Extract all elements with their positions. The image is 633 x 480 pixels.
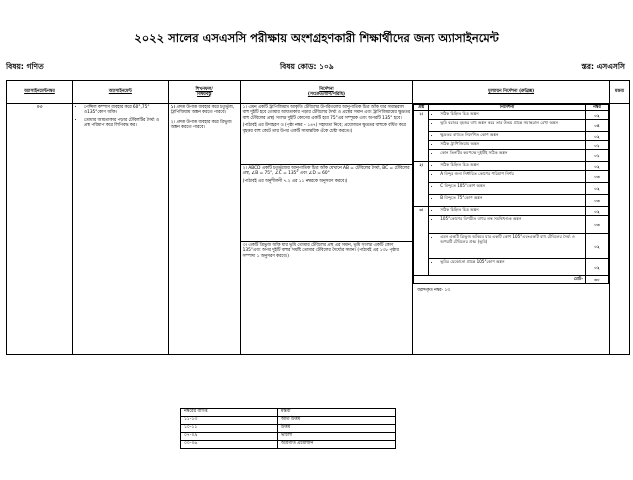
instruction-text: ২। ABCD একটি চতুর্ভুজের আনুপাতিক চিত্র আঁক যেখানে AB = টেবিলের দৈর্ঘ্য, BC = টেবিলের প্রস্থ, ∠B = 75°, ∠C = 135° এবং ∠D = 60°	[242, 166, 410, 177]
table-row	[181, 425, 396, 433]
grade-col-range: নম্বরের ব্যাপ্তি	[181, 409, 278, 417]
rubric-marks: ০১	[585, 141, 608, 150]
col-rubric: মূল্যায়ন নির্দেশনা (রুব্রিক্স)	[413, 81, 610, 104]
rubric-marks: ০৩	[585, 195, 608, 207]
col-remarks: মন্তব্য	[609, 81, 629, 104]
grade-col-remark: মন্তব্য	[278, 409, 396, 417]
rubric-marks: ০৩	[585, 171, 608, 183]
assignment-item: • পেন্সিল কম্পাস ব্যবহার করে 60°,75° ও135°কোণ আঁক।	[84, 105, 166, 116]
grade-range: ১০-১১	[181, 425, 278, 433]
rubric-item: • সঠিক চিহ্নিত চিত্র অঙ্কন	[429, 207, 586, 216]
rubric-col-marks: নম্বর	[585, 105, 608, 111]
rubric-item: • 105°কোণের বিপরীত বাহুর লম্ব সমদ্বিখণ্ডক অঙ্কন	[429, 216, 586, 234]
instruction-note: (পাঠ্যবই এর অনুশীলনী ৭.২ এর ১১ নম্বরকে অনুসরণ করবে।)	[242, 178, 348, 184]
subject-code-label: বিষয় কোড: ১০৯	[280, 62, 334, 71]
assignment-number: ০৩	[7, 104, 73, 355]
rubric-marks: ০২	[585, 111, 608, 120]
outcome-2: ২। প্রদত্ত উপাত্ত ব্যবহার করে ত্রিভুজ অঙ্কন করতে পারবে।	[170, 119, 232, 131]
outcome-cell	[168, 104, 240, 355]
rubric-group-no: ২।	[414, 162, 429, 207]
rubric-marks: ০২	[585, 207, 608, 216]
instruction-3-cell	[240, 242, 413, 355]
instruction-text: ৩। একটি ত্রিভুজ আঁক যার ভূমি তোমার টেবিলের প্রস্থ এর সমান, ভূমি সংলগ্ন একটি কোণ 135°এবং অপর দুইটি বাহুর সমষ্টি তোমার টেবিলের দৈর্ঘ্যের সমান। (পাঠ্যবই এর ১৩৮ পৃষ্ঠার সম্পাদ্য ১ অনুসরণ করবে।)	[242, 243, 399, 259]
rubric-item: • কোন তিনটির কমপক্ষে দুইটিই সঠিক অঙ্কন	[429, 150, 586, 162]
instruction-text: ১। এমন একটি ট্রাপিজিয়াম আকৃতি টেবিলের উপরিতলের আনুপাতিক চিত্র আঁক যার সমান্তরাল বাহু দুইটি হবে তোমার আয়তাকার পড়ার টেবিলের দৈর্ঘ্য ও প্রস্থের সমান এবং ট্রাপিজিয়ামের ক্ষুদ্রতর বাহু টেবিলের প্রস্থ) সংলগ্ন দুইটি কোণের একটি হবে 75°এর সম্পূরক এবং অপরটি 135° হবে।	[242, 105, 411, 121]
assignment-table	[6, 80, 630, 355]
remarks-cell	[609, 104, 629, 355]
rubric-total-value: ৩০	[585, 276, 608, 284]
col-outcome: শিখনফল/ বিষয়বস্তু	[168, 81, 240, 104]
page-title: ২০২২ সালের এসএসসি পরীক্ষায় অংশগ্রহণকারী শিক্ষার্থীদের জন্য অ্যাসাইনমেন্ট	[134, 31, 499, 45]
rubric-group-no: ১।	[414, 111, 429, 162]
rubric-item: • সঠিক ট্রাপিজিয়াম অঙ্কন	[429, 141, 586, 150]
table-header-row	[7, 81, 630, 104]
rubric-col-guideline: নির্দেশনা	[429, 105, 586, 111]
rubric-marks: ০২	[585, 234, 608, 259]
allotted-marks: বরাদ্দকৃত নম্বর- ১৩	[417, 288, 451, 294]
rubric-item: • ভূমি বরাবর বৃহত্তর বাহু অঙ্কন করে তার উভয় প্রান্তে সমান্তরাল রেখা অঙ্কন	[429, 120, 586, 132]
rubric-item: • ভূমির যেকোনো প্রান্তে 105°কোণ অঙ্কন	[429, 259, 586, 276]
instruction-1-cell	[240, 104, 413, 165]
assignment-item: • তোমার আয়তাকার পড়ার টেবিলটির দৈর্ঘ্য ও প্রস্থ পরিমাপ করে লিপিবদ্ধ কর।	[84, 118, 166, 129]
col-instructions: নির্দেশনা (সংকেত/ধাপ/পরিধি)	[240, 81, 413, 104]
level-label: স্তর: এসএসসি	[581, 62, 625, 71]
rubric-marks: ০২	[585, 259, 608, 276]
grade-range: ০০-০৬	[181, 441, 278, 449]
rubric-cell	[413, 104, 610, 355]
col-assignment-no: অ্যাসাইনমেন্টনম্বর	[7, 81, 73, 104]
rubric-item: • সঠিক চিহ্নিত চিত্র অঙ্কন	[429, 111, 586, 120]
assignment-cell	[72, 104, 168, 355]
table-row	[181, 433, 396, 441]
subject-label: বিষয়: গণিত	[6, 62, 44, 71]
rubric-marks: ০২	[585, 132, 608, 141]
rubric-item: • A বিন্দুর জন্য নির্ধারিত কোণের পরিমাপ নির্ণয়	[429, 171, 586, 183]
rubric-item: • ক্ষুদ্রতর বাহুতে নির্দেশিত কোণ অঙ্কন	[429, 132, 586, 141]
instruction-2-cell	[240, 165, 413, 242]
grade-remark: ভালো	[278, 433, 396, 441]
rubric-total-label: মোট-	[414, 276, 586, 284]
table-row	[181, 441, 396, 449]
rubric-group-no: ৩।	[414, 207, 429, 276]
rubric-item: • C বিন্দুতে 105°কোণ অঙ্কন	[429, 183, 586, 195]
grade-remark: উত্তম	[278, 425, 396, 433]
rubric-marks: ০৪	[585, 120, 608, 132]
col-assignment: অ্যাসাইনমেন্ট	[72, 81, 168, 104]
rubric-marks: ০২	[585, 183, 608, 195]
rubric-marks: ০১	[585, 150, 608, 162]
rubric-marks: ০২	[585, 162, 608, 171]
grade-range: ০৭-০৯	[181, 433, 278, 441]
table-row	[181, 417, 396, 425]
table-row	[7, 104, 630, 165]
rubric-table	[413, 104, 609, 284]
grade-remark: অতি উত্তম	[278, 417, 396, 425]
grade-remark: অগ্রগতি প্রয়োজন	[278, 441, 396, 449]
instruction-note: (পাঠ্যবই এর উদাহরণ ও (পৃষ্ঠা নম্বর – ১৪৭) সহায়তা নিবে; প্রয়োজনে ক্ষুদ্রতর বাহুকে বর্ধিত করে বৃহত্তর বাহু কেটে তার উপর একটি সামান্তরিক এঁকে চেষ্টা করতে।)	[242, 123, 406, 134]
rubric-item: • সঠিক চিহ্নিত চিত্র অঙ্কন	[429, 162, 586, 171]
grade-range: ১১-১৩	[181, 417, 278, 425]
rubric-marks: ০৩	[585, 216, 608, 234]
rubric-col-no: প্রশ্ন	[414, 105, 429, 111]
outcome-1: ১। প্রদত্ত উপাত্ত ব্যবহার করে চতুর্ভুজ, ট্রাপিজিয়াম অঙ্কন করতে পারবে।	[170, 105, 234, 116]
grade-table	[180, 408, 396, 449]
rubric-item: • B বিন্দুতে 75°কোণ অঙ্কন	[429, 195, 586, 207]
rubric-item: • এমন একটি ত্রিভুজ আঁকবে যার একটি কোণ 105°এবংএকটি বাহু টেবিলের দৈর্ঘ্য ও অপরটি টেবিলের প্রস্থ। (ভূমি)	[429, 234, 586, 259]
